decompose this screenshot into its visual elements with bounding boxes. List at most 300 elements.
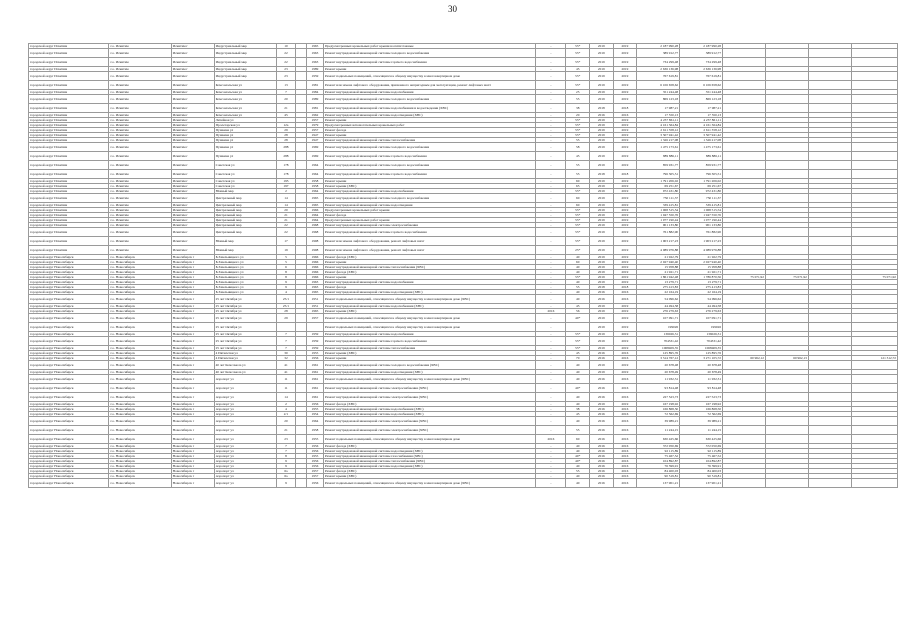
table-cell: 40 bbox=[566, 402, 590, 407]
table-cell: 1959 bbox=[306, 337, 323, 346]
table-cell: Центральный мкр bbox=[214, 228, 276, 237]
table-cell: 20 678,48 bbox=[680, 361, 723, 370]
table-cell: Ремонт крыши bbox=[323, 260, 535, 265]
table-cell: 1981 bbox=[306, 81, 323, 90]
table-cell: 25 лет Октября ул bbox=[214, 314, 276, 323]
table-cell: Искитим г bbox=[171, 179, 214, 184]
table-cell: Индустриальный мкр bbox=[214, 49, 276, 58]
table-cell bbox=[808, 314, 851, 323]
table-cell: Искитим г bbox=[171, 104, 214, 113]
table-cell bbox=[296, 337, 307, 346]
table-cell: 13 279,71 bbox=[637, 280, 680, 285]
table-cell bbox=[765, 314, 808, 323]
table-cell: Искитим г bbox=[171, 81, 214, 90]
table-cell: городской округ Искитим bbox=[29, 58, 109, 67]
table-cell: городской округ Новосибирск bbox=[29, 469, 109, 474]
table-cell: 761 882,90 bbox=[637, 228, 680, 237]
table-cell: Б.Хмельницкого ул bbox=[214, 255, 276, 260]
table-cell: 1 077 190,44 bbox=[680, 218, 723, 223]
table-cell: 276 279,63 bbox=[637, 309, 680, 314]
table-cell: г.о. Новосибирск bbox=[109, 469, 171, 474]
table-cell: городской округ Новосибирск bbox=[29, 356, 109, 361]
table-cell: г.о. Новосибирск bbox=[109, 337, 171, 346]
table-cell: 2019 bbox=[590, 95, 614, 104]
table-cell: Аэропорт ул bbox=[214, 444, 276, 449]
table-cell: 55* bbox=[566, 58, 590, 67]
table-cell: Ремонт внутридомовой инженерной системы горячего водоснабжения bbox=[323, 58, 535, 67]
table-cell: 90 519,81 bbox=[680, 474, 723, 479]
table-cell bbox=[723, 435, 766, 444]
table-cell: 25 лет Октября ул bbox=[214, 304, 276, 309]
table-cell: 40 bbox=[566, 444, 590, 449]
table-cell: 38 bbox=[566, 407, 590, 412]
table-cell bbox=[851, 228, 897, 237]
table-cell: Новосибирск г bbox=[171, 393, 214, 402]
table-cell: 2016 bbox=[590, 113, 614, 118]
table-cell: Ремонт крыши bbox=[323, 67, 535, 72]
table-cell: 869 123,18 bbox=[680, 95, 723, 104]
table-cell: 1981 bbox=[306, 104, 323, 113]
table-cell: 2019 bbox=[613, 314, 637, 323]
table-cell: Ремонт крыши (ХВС) bbox=[323, 309, 535, 314]
table-cell: 2019 bbox=[590, 260, 614, 265]
table-cell: - bbox=[536, 218, 566, 223]
table-cell: 4 089 976,88 bbox=[637, 246, 680, 255]
table-cell: 20 678,48 bbox=[637, 361, 680, 370]
table-cell: городской округ Искитим bbox=[29, 228, 109, 237]
table-cell: Новосибирск г bbox=[171, 479, 214, 488]
table-cell bbox=[723, 295, 766, 304]
table-cell: городской округ Новосибирск bbox=[29, 370, 109, 375]
table-cell: 2019 bbox=[590, 133, 614, 138]
table-cell: Ремонт крыши bbox=[323, 118, 535, 123]
table-cell bbox=[296, 228, 307, 237]
table-cell: Центральный мкр bbox=[214, 213, 276, 218]
table-cell bbox=[723, 361, 766, 370]
table-cell: 2 636 136,98 bbox=[637, 67, 680, 72]
table-cell: Аэропорт ул bbox=[214, 479, 276, 488]
table-cell: 1962 bbox=[306, 113, 323, 118]
table-cell: Ремонт внутридомовой инженерной системы теплоснабжения (ХВС) bbox=[323, 459, 535, 464]
table-cell: Ремонт или замена лифтового оборудования, ремонт лифтовых шахт bbox=[323, 246, 535, 255]
table-cell: 2016 bbox=[613, 417, 637, 426]
table-cell: 1 475 173,61 bbox=[637, 143, 680, 152]
table-row bbox=[29, 228, 898, 237]
table-cell: 40 лет Комсомола ул bbox=[214, 370, 276, 375]
table-cell: 60 962,12 bbox=[723, 356, 766, 361]
table-cell: 2019 bbox=[613, 265, 637, 270]
table-cell: Б.Хмельницкого ул bbox=[214, 275, 276, 280]
table-cell: 1956 bbox=[306, 449, 323, 454]
table-cell: 1961 bbox=[306, 361, 323, 370]
table-cell: г.о. Новосибирск bbox=[109, 351, 171, 356]
table-cell: 9 bbox=[276, 280, 295, 285]
table-cell: 60 962,13 bbox=[765, 356, 808, 361]
table-cell bbox=[296, 161, 307, 170]
table-cell bbox=[851, 104, 897, 113]
table-cell: 107 091,71 bbox=[680, 314, 723, 323]
table-cell: 5 bbox=[276, 260, 295, 265]
table-cell: - bbox=[536, 123, 566, 128]
table-cell: - bbox=[536, 49, 566, 58]
table-cell: Ремонт внутридомовой инженерной системы водоотведения (ХВС) bbox=[323, 290, 535, 295]
table-cell: г.о. Новосибирск bbox=[109, 454, 171, 459]
table-cell: Ремонт внутридомовой инженерной системы водоснабжения (ХВС) bbox=[323, 407, 535, 412]
table-cell: Ремонт внутридомовой инженерной системы горячего водоснабжения bbox=[323, 337, 535, 346]
table-cell: городской округ Искитим bbox=[29, 104, 109, 113]
table-cell: Новосибирск г bbox=[171, 370, 214, 375]
table-cell: 2019 bbox=[590, 143, 614, 152]
table-cell: Индустриальный мкр bbox=[214, 72, 276, 81]
table-row bbox=[29, 152, 898, 161]
table-cell: - bbox=[536, 194, 566, 203]
table-cell: - bbox=[536, 58, 566, 67]
table-cell: 40 bbox=[566, 255, 590, 260]
table-cell: - bbox=[536, 479, 566, 488]
table-cell: Искитим г bbox=[171, 184, 214, 189]
table-cell: 55* bbox=[566, 133, 590, 138]
table-cell: 2019 bbox=[613, 58, 637, 67]
table-cell: 2019 bbox=[590, 337, 614, 346]
table-cell bbox=[808, 246, 851, 255]
table-row bbox=[29, 426, 898, 435]
table-cell: 55 bbox=[566, 95, 590, 104]
table-cell bbox=[765, 228, 808, 237]
table-cell bbox=[765, 375, 808, 384]
table-cell bbox=[765, 417, 808, 426]
table-cell: 9 bbox=[276, 285, 295, 290]
table-cell: Новосибирск г bbox=[171, 449, 214, 454]
table-cell: Ремонт внутридомовой инженерной системы водоснабжения bbox=[323, 189, 535, 194]
table-cell: Новосибирск г bbox=[171, 356, 214, 361]
table-cell: Новосибирск г bbox=[171, 255, 214, 260]
table-cell: 2019 bbox=[613, 237, 637, 246]
table-cell: 23 bbox=[276, 435, 295, 444]
table-cell: 2016 bbox=[613, 459, 637, 464]
table-cell: Новосибирск г bbox=[171, 314, 214, 323]
table-cell: 92 115,89 bbox=[637, 449, 680, 454]
table-cell: 1965 bbox=[306, 309, 323, 314]
table-cell: Ремонт фасада (ХВС) bbox=[323, 469, 535, 474]
table-cell: - bbox=[536, 323, 566, 332]
table-cell: Ремонт внутридомовой инженерной системы водоснабжения bbox=[323, 332, 535, 337]
table-cell: 1998 bbox=[306, 237, 323, 246]
table-cell: 1 786 870,56 bbox=[680, 275, 723, 280]
table-cell: 2019 bbox=[613, 189, 637, 194]
table-cell: 2018 bbox=[613, 285, 637, 290]
table-row bbox=[29, 417, 898, 426]
table-cell bbox=[723, 95, 766, 104]
table-cell: Искитим г bbox=[171, 213, 214, 218]
table-cell: городской округ Искитим bbox=[29, 208, 109, 213]
table-cell: - bbox=[536, 280, 566, 285]
table-cell: 2019 bbox=[590, 323, 614, 332]
table-cell bbox=[851, 479, 897, 488]
table-cell: - bbox=[536, 384, 566, 393]
table-cell: 25/1 bbox=[276, 304, 295, 309]
table-cell: Новосибирск г bbox=[171, 454, 214, 459]
table-cell: 55 bbox=[566, 138, 590, 143]
table-cell: 5 bbox=[276, 255, 295, 260]
table-cell bbox=[723, 170, 766, 179]
table-cell: 17 987,21 bbox=[637, 104, 680, 113]
table-cell bbox=[723, 426, 766, 435]
table-cell: Аэропорт ул bbox=[214, 402, 276, 407]
table-cell: 20 678,49 bbox=[637, 370, 680, 375]
table-cell: 55* bbox=[566, 275, 590, 280]
table-cell: г.о. Новосибирск bbox=[109, 426, 171, 435]
table-cell bbox=[851, 384, 897, 393]
table-cell: городской округ Новосибирск bbox=[29, 260, 109, 265]
table-cell: 1989 bbox=[306, 67, 323, 72]
table-cell: 40 bbox=[566, 290, 590, 295]
table-cell: Б.Хмельницкого ул bbox=[214, 270, 276, 275]
table-cell: 1 326 217,08 bbox=[637, 138, 680, 143]
table-cell: 1958 bbox=[306, 179, 323, 184]
table-cell: 58 bbox=[566, 143, 590, 152]
table-cell: 2016 bbox=[613, 295, 637, 304]
table-cell: 1 791 206,02 bbox=[680, 179, 723, 184]
table-cell: 41 bbox=[276, 370, 295, 375]
table-cell: Искитим г bbox=[171, 246, 214, 255]
table-cell: 30 bbox=[276, 351, 295, 356]
table-cell: 93 814,48 bbox=[680, 384, 723, 393]
table-cell: 28 bbox=[276, 309, 295, 314]
table-cell: 13 279,71 bbox=[680, 280, 723, 285]
table-cell: 2 027 940,40 bbox=[637, 260, 680, 265]
table-cell: городской округ Искитим bbox=[29, 44, 109, 49]
table-cell: 55* bbox=[566, 189, 590, 194]
table-cell: 227 523,73 bbox=[680, 393, 723, 402]
table-cell: 2019 bbox=[613, 228, 637, 237]
table-cell: Аэропорт ул bbox=[214, 417, 276, 426]
table-cell: 13 bbox=[276, 81, 295, 90]
table-cell: - bbox=[536, 412, 566, 417]
table-cell: 630 425,66 bbox=[680, 435, 723, 444]
table-cell bbox=[765, 361, 808, 370]
table-cell: 20 bbox=[276, 208, 295, 213]
table-cell: Аэропорт ул bbox=[214, 384, 276, 393]
table-cell: - bbox=[536, 208, 566, 213]
table-cell: 1 947 550,76 bbox=[637, 213, 680, 218]
table-cell: 750 111,37 bbox=[637, 194, 680, 203]
table-cell: г.о. Искитим bbox=[109, 179, 171, 184]
table-cell: г.о. Новосибирск bbox=[109, 444, 171, 449]
table-cell: 2016 bbox=[613, 356, 637, 361]
table-cell: Аэропорт ул bbox=[214, 393, 276, 402]
table-row bbox=[29, 161, 898, 170]
table-row bbox=[29, 393, 898, 402]
table-cell: 2019 bbox=[590, 208, 614, 213]
table-cell: 2019 bbox=[590, 402, 614, 407]
table-cell: 288 bbox=[276, 143, 295, 152]
table-cell: 1 791 206,02 bbox=[637, 179, 680, 184]
table-cell: г.о. Новосибирск bbox=[109, 285, 171, 290]
table-cell: 3 514 767,12 bbox=[637, 356, 680, 361]
table-cell: г.о. Искитим bbox=[109, 246, 171, 255]
table-cell bbox=[808, 323, 851, 332]
table-cell: г.о. Новосибирск bbox=[109, 346, 171, 351]
table-cell: 40* bbox=[566, 384, 590, 393]
table-cell: 38 bbox=[566, 104, 590, 113]
table-cell: 2019 bbox=[613, 280, 637, 285]
table-cell: 2016 bbox=[613, 351, 637, 356]
table-cell: 2016 bbox=[590, 469, 614, 474]
table-cell: городской округ Искитим bbox=[29, 218, 109, 223]
table-cell bbox=[296, 393, 307, 402]
table-cell: 2018 bbox=[590, 104, 614, 113]
table-cell: Ремонт крыши (ХВС) bbox=[323, 351, 535, 356]
table-cell bbox=[851, 337, 897, 346]
table-cell: Искитим г bbox=[171, 143, 214, 152]
table-cell: Ремонт внутридомовой инженерной системы водоотведения (ХВС) bbox=[323, 370, 535, 375]
table-cell: 2019 bbox=[590, 346, 614, 351]
table-cell bbox=[808, 295, 851, 304]
table-cell: 339 415,81 bbox=[680, 203, 723, 208]
table-cell: 25 лет Октября ул bbox=[214, 295, 276, 304]
table-cell: 137 901,21 bbox=[637, 479, 680, 488]
table-cell: городской округ Искитим bbox=[29, 194, 109, 203]
table-cell: 11 244,15 bbox=[680, 426, 723, 435]
table-cell: 22 bbox=[276, 49, 295, 58]
table-cell: 69 251,67 bbox=[637, 184, 680, 189]
table-cell: 45 bbox=[566, 304, 590, 309]
table-cell: Искитим г bbox=[171, 49, 214, 58]
table-row bbox=[29, 375, 898, 384]
table-cell: 2016 bbox=[613, 384, 637, 393]
table-cell bbox=[851, 417, 897, 426]
table-cell: 2019 bbox=[590, 304, 614, 309]
table-cell: 1968 bbox=[306, 223, 323, 228]
table-cell: 1 077 190,44 bbox=[637, 218, 680, 223]
table-cell: 25 лет Октября ул bbox=[214, 309, 276, 314]
table-cell: - bbox=[536, 361, 566, 370]
table-cell bbox=[723, 246, 766, 255]
table-cell: Индустриальный мкр bbox=[214, 67, 276, 72]
table-cell: Б.Хмельницкого ул bbox=[214, 285, 276, 290]
table-cell: 25 лет Октября ул bbox=[214, 346, 276, 351]
table-cell: г.о. Искитим bbox=[109, 143, 171, 152]
table-cell: 40 bbox=[566, 449, 590, 454]
table-cell: 3 271 105,72 bbox=[680, 356, 723, 361]
table-cell: 72 562,69 bbox=[637, 412, 680, 417]
table-cell: Аэропорт ул bbox=[214, 464, 276, 469]
table-cell: 2016 bbox=[590, 351, 614, 356]
table-cell bbox=[808, 152, 851, 161]
table-cell: городской округ Искитим bbox=[29, 72, 109, 81]
table-cell: 15 958,88 bbox=[637, 265, 680, 270]
table-cell: г.о. Искитим bbox=[109, 67, 171, 72]
table-cell bbox=[296, 104, 307, 113]
table-cell: 2016 bbox=[590, 449, 614, 454]
table-cell: Новосибирск г bbox=[171, 464, 214, 469]
table-cell: 2019 bbox=[613, 218, 637, 223]
table-cell bbox=[723, 152, 766, 161]
table-cell: 11 bbox=[276, 384, 295, 393]
table-cell: 2019 bbox=[590, 138, 614, 143]
table-cell: Ремонт внутридомовой инженерной системы горячего водоснабжения bbox=[323, 228, 535, 237]
table-cell bbox=[723, 104, 766, 113]
table-cell: Ремонт или замена лифтового оборудования, ремонт лифтовых шахт bbox=[323, 237, 535, 246]
table-cell bbox=[723, 237, 766, 246]
table-cell: 40* bbox=[566, 314, 590, 323]
table-cell: городской округ Искитим bbox=[29, 179, 109, 184]
table-cell: 4 bbox=[276, 407, 295, 412]
table-cell: Искитим г bbox=[171, 189, 214, 194]
table-cell: - bbox=[536, 295, 566, 304]
table-cell: 55* bbox=[566, 118, 590, 123]
table-cell: городской округ Искитим bbox=[29, 152, 109, 161]
table-cell: г.о. Новосибирск bbox=[109, 435, 171, 444]
table-cell: 7 bbox=[276, 346, 295, 351]
table-cell bbox=[765, 81, 808, 90]
table-cell: 44 494,58 bbox=[680, 304, 723, 309]
table-cell: 2019 bbox=[590, 152, 614, 161]
table-cell: 75 071,92 bbox=[723, 275, 766, 280]
table-cell: 1964 bbox=[306, 417, 323, 426]
table-cell: - bbox=[536, 393, 566, 402]
table-cell: 2019 bbox=[590, 280, 614, 285]
table-cell: Новосибирск г bbox=[171, 351, 214, 356]
table-cell: 2019 bbox=[613, 123, 637, 128]
table-cell: Новосибирск г bbox=[171, 270, 214, 275]
table-cell bbox=[765, 95, 808, 104]
table-cell bbox=[723, 417, 766, 426]
table-cell: 1963 bbox=[306, 58, 323, 67]
table-cell: Искитим г bbox=[171, 72, 214, 81]
table-cell bbox=[765, 393, 808, 402]
table-cell: городской округ Искитим bbox=[29, 67, 109, 72]
table-cell: Новосибирск г bbox=[171, 304, 214, 309]
table-cell: 28 bbox=[276, 133, 295, 138]
table-cell: 2018 bbox=[590, 170, 614, 179]
table-cell: городской округ Искитим bbox=[29, 237, 109, 246]
table-cell: 2019 bbox=[613, 270, 637, 275]
table-cell: 2019 bbox=[613, 49, 637, 58]
table-cell: 21 921,71 bbox=[637, 270, 680, 275]
table-cell: 55* bbox=[566, 123, 590, 128]
table-cell: Советская ул bbox=[214, 161, 276, 170]
table-cell: - bbox=[536, 351, 566, 356]
table-cell: 796 305,51 bbox=[637, 170, 680, 179]
table-cell: городской округ Новосибирск bbox=[29, 449, 109, 454]
table-cell: 1963 bbox=[306, 280, 323, 285]
table-cell: 7 bbox=[276, 337, 295, 346]
table-cell: 2016 bbox=[613, 435, 637, 444]
table-cell: 54 096,62 bbox=[680, 295, 723, 304]
table-cell bbox=[765, 143, 808, 152]
table-cell: г.о. Новосибирск bbox=[109, 270, 171, 275]
table-cell: 39 989,21 bbox=[637, 417, 680, 426]
table-cell: 2016 bbox=[613, 474, 637, 479]
table-cell bbox=[306, 323, 323, 332]
table-cell: 2019 bbox=[590, 218, 614, 223]
table-cell: - bbox=[536, 128, 566, 133]
table-cell: 1957 bbox=[306, 118, 323, 123]
table-cell: 2019 bbox=[613, 72, 637, 81]
table-cell: г.о. Новосибирск bbox=[109, 290, 171, 295]
table-cell bbox=[851, 375, 897, 384]
table-cell: Искитим г bbox=[171, 208, 214, 213]
table-cell: Аэропорт ул bbox=[214, 459, 276, 464]
table-cell: 84 400,03 bbox=[680, 469, 723, 474]
table-cell: Ремонт внутридомовой инженерной системы водоснабжения bbox=[323, 280, 535, 285]
table-cell: 767 619,81 bbox=[680, 72, 723, 81]
table-cell: г.о. Искитим bbox=[109, 49, 171, 58]
table-cell: Ремонт внутридомовой инженерной системы водоснабжения bbox=[323, 90, 535, 95]
table-cell: 1955 bbox=[306, 407, 323, 412]
table-cell: 1965 bbox=[306, 203, 323, 208]
